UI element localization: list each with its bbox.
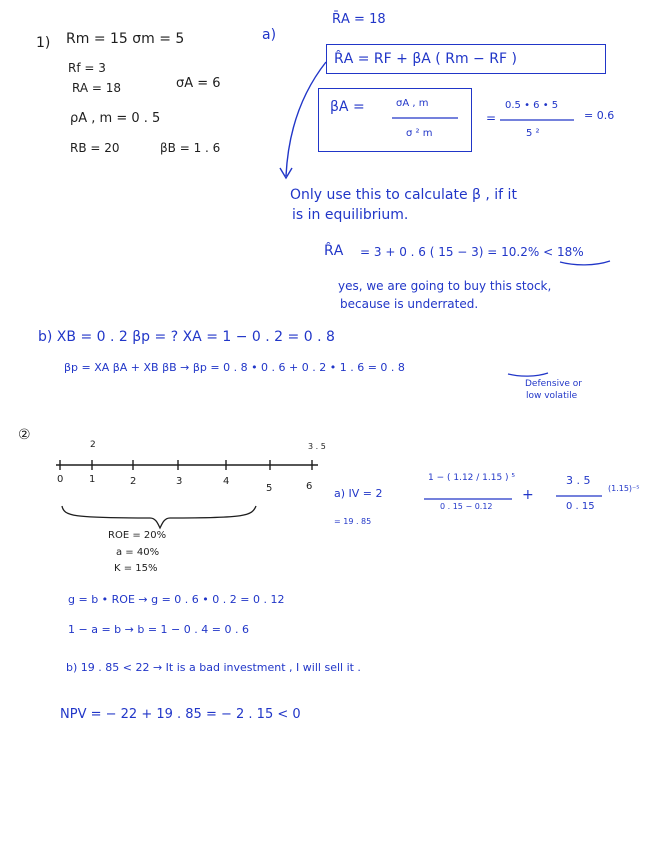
ra-underline bbox=[560, 261, 610, 265]
conclusion-line-1: yes, we are going to buy this stock, bbox=[338, 279, 552, 293]
tick-label-2: 2 bbox=[130, 476, 137, 487]
beta-calc-denominator: 5 ² bbox=[526, 128, 540, 139]
q1-a-label: a) bbox=[262, 27, 277, 43]
timeline-top-3-5: 3 . 5 bbox=[308, 442, 326, 451]
k-value: K = 15% bbox=[114, 563, 158, 574]
ra-hat-value: R̄A = 18 bbox=[332, 12, 386, 27]
rb-line: RB = 20 bbox=[70, 141, 120, 155]
rho-line: ρA , m = 0 . 5 bbox=[70, 111, 161, 126]
iv-fraction-2-denominator: 0 . 15 bbox=[566, 501, 595, 512]
rm-sigma-line: Rm = 15 σm = 5 bbox=[66, 31, 185, 47]
beta-numerator: σA , m bbox=[396, 98, 429, 109]
tick-label-1: 1 bbox=[89, 474, 96, 485]
q1-b-line: b) XB = 0 . 2 βp = ? XA = 1 − 0 . 2 = 0 . 8 bbox=[38, 329, 335, 345]
beta-calc-numerator: 0.5 • 6 • 5 bbox=[505, 100, 559, 111]
roe-value: ROE = 20% bbox=[108, 530, 167, 541]
q1-number: 1) bbox=[36, 35, 51, 51]
iv-exponent-tail: (1.15)⁻⁵ bbox=[608, 484, 640, 493]
ra-equation-rhs: = 3 + 0 . 6 ( 15 − 3) = 10.2% < 18% bbox=[360, 245, 584, 259]
tick-label-0: 0 bbox=[57, 474, 64, 485]
q2-b-answer: b) 19 . 85 < 22 → It is a bad investment , I will sell it . bbox=[66, 661, 361, 674]
beta-denominator: σ ² m bbox=[406, 128, 433, 139]
retention-line: 1 − a = b → b = 1 − 0 . 4 = 0 . 6 bbox=[68, 623, 249, 636]
q2-a-label: a) IV = 2 bbox=[334, 487, 383, 500]
a-value: a = 40% bbox=[116, 547, 160, 558]
iv-result: = 19 . 85 bbox=[334, 517, 372, 526]
beta-b-line: βB = 1 . 6 bbox=[160, 141, 221, 155]
bp-underline bbox=[508, 373, 548, 376]
note-line-2: is in equilibrium. bbox=[292, 207, 409, 223]
iv-fraction-1-numerator: 1 − ( 1.12 / 1.15 ) ⁵ bbox=[428, 473, 516, 483]
timeline-top-2: 2 bbox=[90, 440, 96, 450]
beta-portfolio-line: βp = XA βA + XB βB → βp = 0 . 8 • 0 . 6 + 0 . 2 • 1 . 6 = 0 . 8 bbox=[64, 361, 405, 374]
tick-label-3: 3 bbox=[176, 476, 183, 487]
npv-line: NPV = − 22 + 19 . 85 = − 2 . 15 < 0 bbox=[60, 707, 301, 722]
sigma-a-line: σA = 6 bbox=[176, 76, 221, 91]
tick-label-5: 5 bbox=[266, 483, 273, 494]
iv-fraction-1-denominator: 0 . 15 − 0.12 bbox=[440, 502, 493, 511]
conclusion-line-2: because is underrated. bbox=[340, 297, 479, 311]
timeline-brace bbox=[62, 506, 256, 528]
beta-calc-equals: = bbox=[486, 111, 497, 125]
defensive-note-1: Defensive or bbox=[525, 379, 582, 389]
iv-fraction-2-numerator: 3 . 5 bbox=[566, 474, 591, 487]
ra-line: RA = 18 bbox=[72, 81, 122, 95]
ra-equation-lhs: R̂A bbox=[324, 243, 344, 259]
q2-number: ② bbox=[18, 427, 31, 443]
note-line-1: Only use this to calculate β , if it bbox=[290, 187, 517, 203]
iv-plus-sign: + bbox=[522, 487, 534, 503]
capm-arrow-stroke bbox=[286, 62, 326, 176]
tick-label-6: 6 bbox=[306, 481, 313, 492]
tick-label-4: 4 bbox=[223, 476, 230, 487]
defensive-note-2: low volatile bbox=[526, 391, 578, 401]
growth-line: g = b • ROE → g = 0 . 6 • 0 . 2 = 0 . 12 bbox=[68, 593, 285, 606]
beta-lhs: βA = bbox=[330, 99, 365, 115]
capm-formula: R̂A = RF + βA ( Rm − RF ) bbox=[334, 51, 517, 67]
beta-result: = 0.6 bbox=[584, 109, 615, 122]
rf-line: Rf = 3 bbox=[68, 61, 106, 75]
